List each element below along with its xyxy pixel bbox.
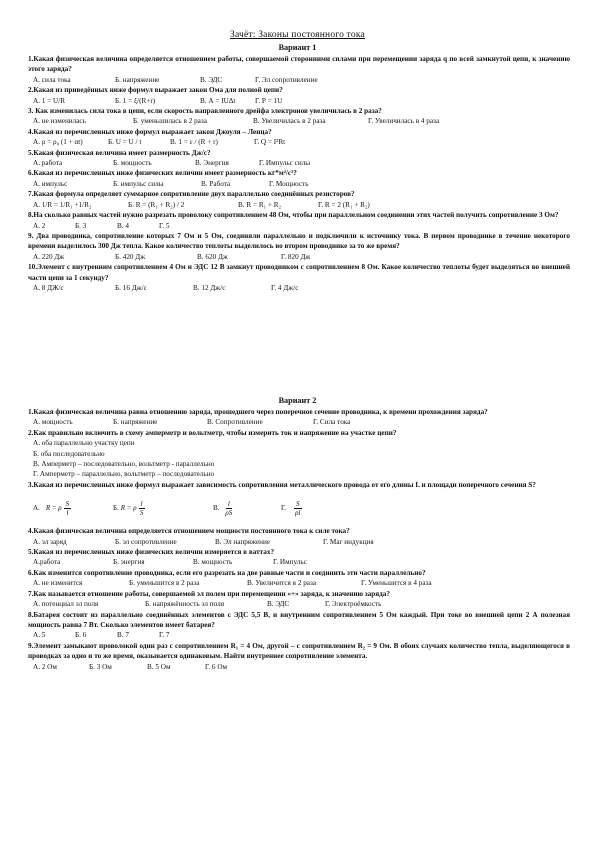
- answer-row: [28, 459, 570, 469]
- variant-1-heading: Вариант 1: [278, 43, 317, 52]
- answer-option-label: Б.: [113, 504, 119, 513]
- answer-option[interactable]: Г. Импульс: [273, 558, 307, 567]
- question-text: 3.Какая из перечисленных ниже формул выражает зависимость сопротивления металлического провода от его длины L и площади поперечного сечения S?: [28, 480, 536, 489]
- answer-option[interactable]: Г. Мощность: [269, 179, 309, 188]
- answer-option[interactable]: А. работа: [33, 159, 63, 168]
- question-text: 6.Как изменится сопротивление проводника, если его разрезать на две равные части и соединить эти части параллельно?: [28, 568, 426, 577]
- answer-option[interactable]: В. 12 Дж/с: [193, 283, 226, 292]
- answer-row: [28, 137, 570, 147]
- answer-row: [28, 75, 570, 85]
- answer-option[interactable]: А. 2 Ом: [33, 662, 57, 671]
- answer-option-formula[interactable]: [213, 500, 281, 517]
- answer-option[interactable]: В. 4: [117, 221, 129, 230]
- fraction-l-over-rho-s: $\frac{l}{\rho S}$: [225, 499, 233, 517]
- answer-option[interactable]: Б. уменьшится в 2 раза: [129, 579, 200, 588]
- answer-option[interactable]: А. импульс: [33, 179, 68, 188]
- question-text: 7.Как называется отношение работы, совершаемой эл полем при перемещении «+» заряда, к значению заряда?: [28, 589, 390, 598]
- answer-option[interactable]: А. оба параллельно участку цепи: [33, 439, 135, 448]
- answer-option[interactable]: Г. Амперметр – параллельно, вольтметр – последовательно: [33, 470, 215, 479]
- answer-row: [28, 578, 570, 588]
- answer-option[interactable]: Г. Маг индукция: [323, 537, 374, 546]
- answer-option[interactable]: В. Энергия: [195, 159, 229, 168]
- answer-option[interactable]: Г. R = 2 (R₁ + R₂): [318, 200, 370, 209]
- answer-row: [28, 96, 570, 106]
- answer-option[interactable]: В. 620 Дж: [197, 252, 228, 261]
- answer-option[interactable]: Б. U = U / t: [108, 138, 142, 147]
- question-text: 9.Элемент замыкают проволокой один раз с сопротивлением R₁ = 4 Ом, другой – с сопротивлением R₂ = 9 Ом. В обоих случаях количество тепла, выделяющегося в проводках за одно и то же время, оказывается одинаковым. Найти внутреннее сопротивление элемента.: [28, 641, 570, 661]
- question-text: 6.Какая из перечисленных ниже физических величин имеет размерность кг*м²/с²?: [28, 169, 297, 178]
- answer-option[interactable]: В. Эл напряжение: [215, 537, 271, 546]
- answer-option[interactable]: А. 1/R = 1/R₁ +1/R₂: [33, 200, 92, 209]
- question-text: 2.Какая из приведённых ниже формул выражает закон Ома для полной цепи?: [28, 86, 283, 95]
- answer-row: [28, 200, 570, 210]
- answer-option[interactable]: Б. 6: [75, 631, 87, 640]
- answer-option[interactable]: А. 5: [33, 631, 46, 640]
- answer-option[interactable]: В. 5 Ом: [147, 662, 171, 671]
- answer-option[interactable]: А. сила тока: [33, 75, 71, 84]
- answer-option[interactable]: Г. Электроёмкость: [325, 600, 382, 609]
- fraction-s-over-rho-l: $\frac{S}{\rho l}$: [295, 499, 301, 517]
- answer-row: [28, 417, 570, 427]
- answer-option-formula[interactable]: [281, 500, 302, 517]
- answer-option[interactable]: Г. Сила тока: [313, 418, 351, 427]
- answer-option[interactable]: Б. 420 Дж: [115, 252, 146, 261]
- answer-row: [28, 537, 570, 547]
- answer-option-formula[interactable]: Б. R = ρ $\frac{l}{S}$: [113, 499, 144, 517]
- answer-option[interactable]: Б. 16 Дж/с: [115, 283, 147, 292]
- answer-option[interactable]: А. 1 = U/R: [33, 96, 66, 105]
- question-text: 4.Какая физическая величина определяется отношением мощности постоянного тока к силе тока?: [28, 527, 350, 536]
- answer-option[interactable]: Г. 5: [159, 221, 170, 230]
- answer-option[interactable]: Г. Уменьшится в 4 раза: [361, 579, 432, 588]
- answer-option[interactable]: А. 2: [33, 221, 46, 230]
- answer-row: [28, 116, 570, 126]
- question-text: 7.Какая формула определяет суммарное сопротивление двух параллельно соединённых резисторов?: [28, 190, 355, 199]
- answer-option[interactable]: В. Работа: [201, 179, 231, 188]
- answer-row: [28, 662, 570, 672]
- answer-row: [28, 283, 570, 293]
- variant-2-questions: [28, 407, 570, 672]
- question-text: 10.Элемент с внутренним сопротивлением 4 Ом и ЭДС 12 В замкнут проводником с сопротивлением 8 Ом. Какое количество теплоты будет выделяться во внешней части цепи за 1 секунду?: [28, 263, 570, 282]
- answer-option[interactable]: В. 1 = ε / (R + r): [170, 138, 218, 147]
- answer-option[interactable]: Г. 820 Дж: [281, 252, 311, 261]
- answer-option-label: Г.: [281, 504, 287, 513]
- answer-option[interactable]: Б. напряжение: [113, 418, 158, 427]
- answer-option[interactable]: А.работа: [33, 558, 61, 567]
- answer-row: [28, 179, 570, 189]
- question-text: 4.Какая из перечисленных ниже формул выражает закон Джоуля – Ленца?: [28, 127, 272, 136]
- answer-option[interactable]: Б. оба последовательно: [33, 449, 105, 458]
- answer-option-formula[interactable]: А. R = ρ $\frac{S}{l}$: [33, 499, 70, 517]
- question-text: 1.Какая физическая величина определяется отношением работы, совершаемой сторонними силами при перемещении заряда q по всей замкнутой цепи, к значению этого заряда?: [28, 55, 570, 74]
- answer-option[interactable]: А. не изменится: [33, 579, 83, 588]
- answer-row: [28, 630, 570, 640]
- formula-answer-row: [28, 492, 570, 524]
- answer-option[interactable]: В. мощность: [193, 558, 233, 567]
- answer-option[interactable]: В. Сопротивление: [207, 418, 263, 427]
- answer-option[interactable]: В. Увеличилась в 2 раза: [253, 117, 326, 126]
- answer-option[interactable]: В. А = IUΔt: [200, 96, 236, 105]
- answer-option[interactable]: А. потенциал эл поля: [33, 600, 99, 609]
- variant-1-questions: [28, 54, 570, 293]
- fraction-l-over-s: $\frac{l}{S}$: [139, 499, 144, 517]
- answer-option[interactable]: А. эл заряд: [33, 537, 67, 546]
- answer-row: [28, 599, 570, 609]
- answer-option[interactable]: В. Увеличится в 2 раза: [247, 579, 317, 588]
- question-text: 8.Батарея состоит из параллельно соединённых элементов с ЭДС 5,5 В, и внутренним сопротивлением 5 Ом каждый. При токе во внешней цепи 2 А полезная мощность равна 7 Вт. Сколько элементов имеет батарея?: [28, 610, 570, 629]
- answer-row: [28, 557, 570, 567]
- question-text: 9. Два проводника, сопротивление которых 7 Ом и 5 Ом, соединяли параллельно и подключили к источнику тока. В первом проводнике в течение некоторого времени выделилось 300 Дж тепла. Какое количество теплоты выделилось во втором проводнике за то же время?: [28, 231, 570, 251]
- answer-option[interactable]: Б. 3 Ом: [89, 662, 112, 671]
- answer-option[interactable]: В. 7: [117, 631, 129, 640]
- answer-row: [28, 252, 570, 262]
- answer-row: [28, 449, 570, 459]
- answer-option[interactable]: В. Амперметр – последовательно, вольтметр - параллельно: [33, 460, 215, 469]
- question-text: 5.Какая физическая величина имеет размерность Дж/с?: [28, 148, 211, 157]
- answer-option[interactable]: Б. напряжённость эл поля: [145, 600, 225, 609]
- answer-option[interactable]: Б. уменьшилась в 2 раза: [133, 117, 207, 126]
- answer-row: [28, 438, 570, 448]
- answer-row: [28, 469, 570, 479]
- question-text: 1.Какая физическая величина равна отношению заряда, прошедшего через поперечное сечение проводника, к времени прохождения заряда?: [28, 408, 488, 416]
- answer-option[interactable]: А. ρ = ρ₀ (1 + αt): [33, 138, 83, 147]
- answer-option[interactable]: Г. 4 Дж/с: [271, 283, 299, 292]
- answer-option[interactable]: А. не изменилась: [33, 117, 86, 126]
- answer-option[interactable]: Г. Импульс силы: [259, 159, 311, 168]
- answer-option[interactable]: Г. 6 Ом: [205, 662, 228, 671]
- answer-option[interactable]: Б. эл сопротивление: [115, 537, 177, 546]
- answer-row: [28, 158, 570, 168]
- answer-option[interactable]: Г. Увеличилась в 4 раза: [368, 117, 440, 126]
- variant-2-heading: Вариант 2: [278, 396, 317, 405]
- answer-option[interactable]: В. ЭДС: [267, 600, 290, 609]
- answer-option[interactable]: Г. 7: [159, 631, 170, 640]
- answer-option[interactable]: А. мощность: [33, 418, 73, 427]
- answer-option[interactable]: Б. мощность: [113, 159, 152, 168]
- answer-option[interactable]: А. 220 Дж: [33, 252, 65, 261]
- answer-option[interactable]: Г. Эл сопротивление: [255, 75, 318, 84]
- answer-option[interactable]: Б. R = (R₁ + R₂) / 2: [128, 200, 185, 209]
- question-text: 2.Как правильно включить в схему амперметр и вольтметр, чтобы измерить ток и напряжение на участке цепи?: [28, 428, 397, 437]
- question-text: 5.Какая из перечисленных ниже физических величин измеряется в ваттах?: [28, 548, 275, 557]
- answer-option[interactable]: Б. импульс силы: [113, 179, 164, 188]
- page-title: Зачёт: Законы постоянного тока: [230, 30, 365, 40]
- answer-option[interactable]: Б. 1 = ξ/(R+r): [115, 96, 156, 105]
- answer-option[interactable]: А. 8 ДЖ/с: [33, 283, 64, 292]
- answer-option[interactable]: В. ЭДС: [200, 75, 223, 84]
- question-text: 8.На сколько равных частей нужно разрезать проволоку сопротивлением 48 Ом, чтобы при параллельном соединении этих частей получить сопротивление 3 Ом?: [28, 211, 559, 220]
- answer-option[interactable]: Б. напряжение: [115, 75, 160, 84]
- answer-option[interactable]: Б. 3: [75, 221, 87, 230]
- answer-option[interactable]: Г. Р = 1U: [255, 96, 283, 105]
- answer-option[interactable]: В. R = R₁ + R₂: [238, 200, 282, 209]
- answer-option[interactable]: Г. Q = I²Rt: [254, 138, 286, 147]
- answer-option-label: В.: [213, 504, 220, 513]
- answer-row: [28, 221, 570, 231]
- answer-option[interactable]: Б. энергия: [113, 558, 145, 567]
- answer-option-label: А.: [33, 504, 40, 513]
- question-text: 3. Как изменилась сила тока в цепи, если скорость направленного дрейфа электронов увеличилась в 2 раза?: [28, 107, 382, 116]
- fraction-s-over-l: $\frac{S}{l}$: [65, 499, 70, 517]
